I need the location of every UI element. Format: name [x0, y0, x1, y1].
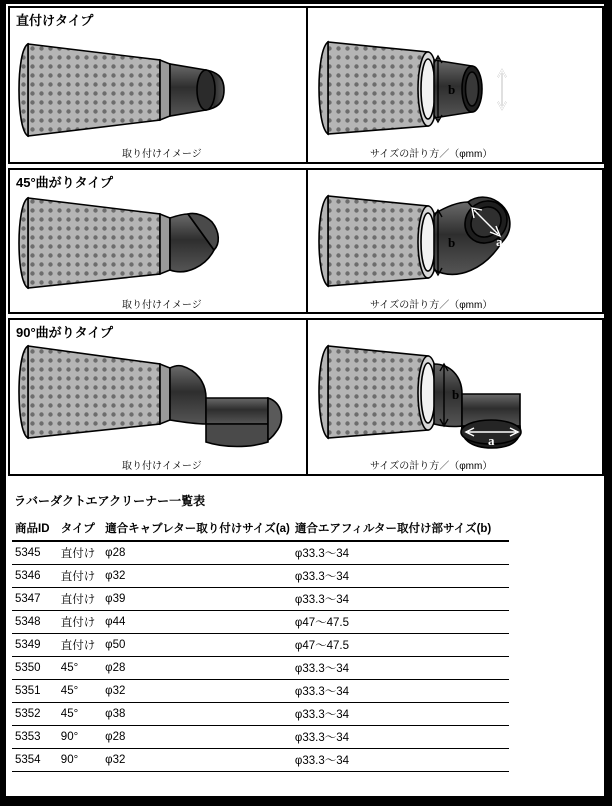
cell-a: φ28 — [102, 726, 292, 749]
diagram-panel-90 — [8, 318, 604, 476]
cell-b: φ33.3〜34 — [292, 680, 509, 703]
cell-id: 5347 — [12, 588, 58, 611]
cell-b: φ33.3〜34 — [292, 565, 509, 588]
cell-b: φ47〜47.5 — [292, 634, 509, 657]
caption-size-measure-3: サイズの計り方／（φmm） — [370, 461, 493, 472]
scan-margin-bottom — [0, 796, 612, 806]
cell-type: 90° — [58, 726, 102, 749]
col-header-b: 適合エアフィルター取付け部サイズ(b) — [292, 517, 509, 541]
spec-table — [12, 517, 509, 772]
cell-id: 5346 — [12, 565, 58, 588]
svg-text:a: a — [488, 433, 495, 448]
panel-title-straight: 直付けタイプ — [16, 13, 94, 28]
cell-a: φ39 — [102, 588, 292, 611]
scan-margin-left — [0, 0, 6, 806]
cell-b: φ33.3〜34 — [292, 726, 509, 749]
cell-id: 5353 — [12, 726, 58, 749]
cell-type: 45° — [58, 703, 102, 726]
cell-b: φ33.3〜34 — [292, 703, 509, 726]
straight-type-illustration — [10, 8, 602, 162]
caption-mounting-image-3: 取り付けイメージ — [122, 461, 202, 472]
diagram-panel-straight — [8, 6, 604, 164]
cell-type: 90° — [58, 749, 102, 772]
cell-id: 5352 — [12, 703, 58, 726]
cell-a: φ38 — [102, 703, 292, 726]
panel-title-45: 45°曲がりタイプ — [16, 175, 114, 190]
cell-id: 5354 — [12, 749, 58, 772]
cell-a: φ32 — [102, 680, 292, 703]
cell-b: φ33.3〜34 — [292, 588, 509, 611]
spec-table-section — [12, 492, 604, 772]
spec-table-title: ラバーダクトエアクリーナー一覧表 — [14, 494, 206, 508]
cell-a: φ32 — [102, 749, 292, 772]
cell-id: 5349 — [12, 634, 58, 657]
cell-b: φ47〜47.5 — [292, 611, 509, 634]
cell-a: φ28 — [102, 657, 292, 680]
diagram-panel-45 — [8, 168, 604, 314]
cell-id: 5348 — [12, 611, 58, 634]
cell-type: 45° — [58, 680, 102, 703]
cell-type: 直付け — [58, 588, 102, 611]
cell-a: φ50 — [102, 634, 292, 657]
caption-mounting-image-2: 取り付けイメージ — [122, 300, 202, 311]
table-row — [12, 703, 509, 726]
col-header-id: 商品ID — [12, 517, 58, 541]
cell-a: φ44 — [102, 611, 292, 634]
caption-size-measure-1: サイズの計り方／（φmm） — [370, 149, 493, 160]
cell-id: 5345 — [12, 541, 58, 565]
table-row — [12, 726, 509, 749]
table-row — [12, 749, 509, 772]
cell-type: 直付け — [58, 541, 102, 565]
table-row — [12, 588, 509, 611]
cell-b: φ33.3〜34 — [292, 541, 509, 565]
panel-title-90: 90°曲がりタイプ — [16, 325, 114, 340]
table-row — [12, 541, 509, 565]
bent-45-type-illustration — [10, 170, 602, 312]
caption-size-measure-2: サイズの計り方／（φmm） — [370, 300, 493, 311]
caption-mounting-image-1: 取り付けイメージ — [122, 149, 202, 160]
cell-b: φ33.3〜34 — [292, 657, 509, 680]
cell-a: φ28 — [102, 541, 292, 565]
table-row — [12, 611, 509, 634]
bent-90-type-illustration — [10, 320, 602, 474]
svg-text:b: b — [448, 235, 456, 250]
cell-a: φ32 — [102, 565, 292, 588]
scan-margin-right — [604, 0, 612, 806]
col-header-type: タイプ — [58, 517, 102, 541]
table-row — [12, 657, 509, 680]
table-row — [12, 634, 509, 657]
svg-text:a: a — [496, 234, 503, 249]
svg-text:b: b — [448, 82, 456, 97]
col-header-a: 適合キャブレター取り付けサイズ(a) — [102, 517, 292, 541]
table-row — [12, 680, 509, 703]
cell-id: 5351 — [12, 680, 58, 703]
table-row — [12, 565, 509, 588]
cell-type: 45° — [58, 657, 102, 680]
cell-type: 直付け — [58, 634, 102, 657]
svg-text:b: b — [452, 387, 460, 402]
cell-type: 直付け — [58, 565, 102, 588]
cell-type: 直付け — [58, 611, 102, 634]
svg-text:a: a — [510, 82, 517, 97]
cell-id: 5350 — [12, 657, 58, 680]
cell-b: φ33.3〜34 — [292, 749, 509, 772]
scan-margin-top — [0, 0, 612, 4]
table-header-row — [12, 517, 509, 541]
